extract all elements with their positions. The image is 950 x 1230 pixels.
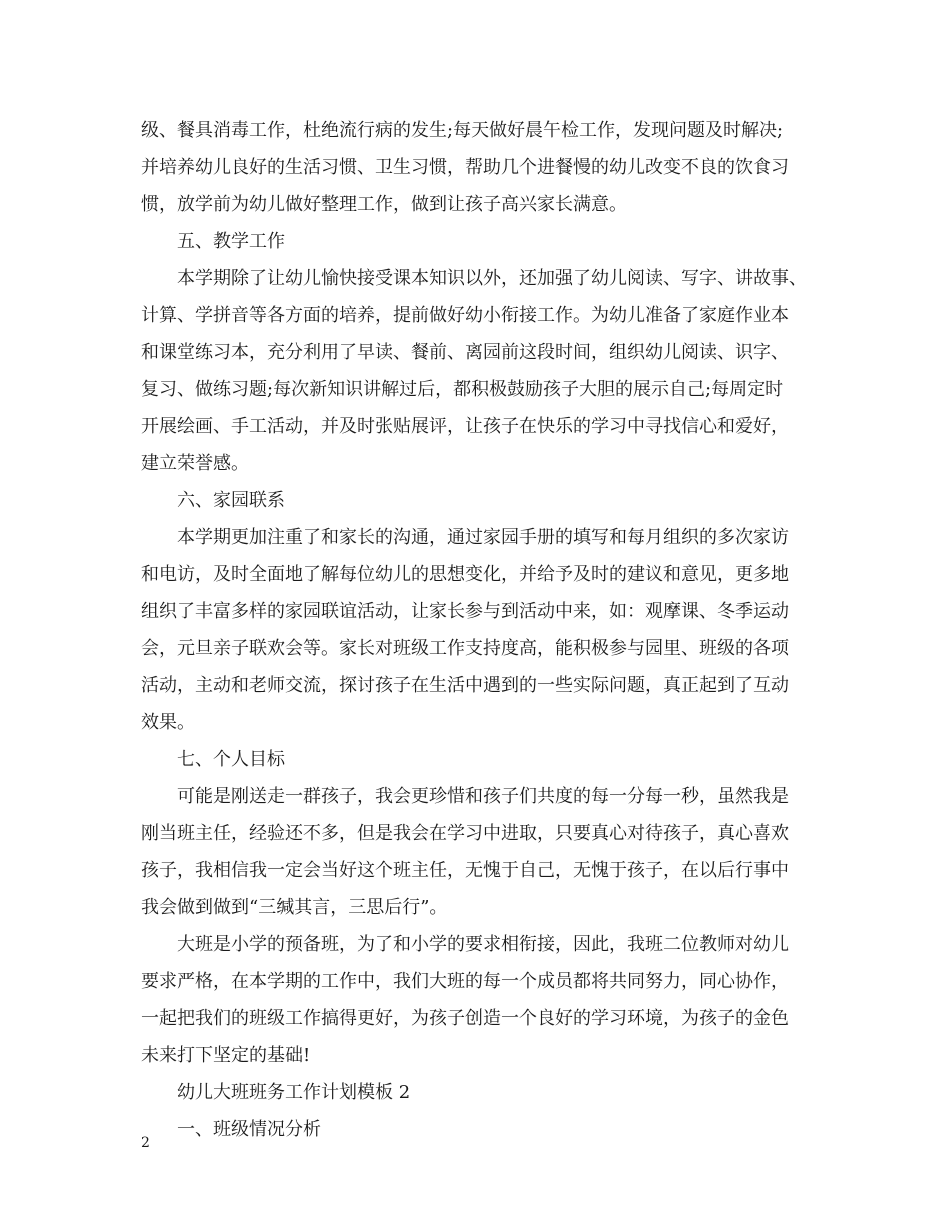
- text-line: 五、教学工作: [177, 231, 285, 252]
- text-line: 惯，放学前为幼儿做好整理工作，做到让孩子高兴家长满意。: [141, 194, 627, 215]
- paragraph: [141, 519, 831, 741]
- paragraph: [141, 778, 831, 926]
- text-line: 可能是刚送走一群孩子，我会更珍惜和孩子们共度的每一分每一秒，虽然我是: [177, 786, 789, 807]
- text-line: 会，元旦亲子联欢会等。家长对班级工作支持度高，能积极参与园里、班级的各项: [141, 638, 789, 659]
- text-line: 建立荣誉感。: [141, 453, 249, 474]
- text-line: 孩子，我相信我一定会当好这个班主任，无愧于自己，无愧于孩子，在以后行事中: [141, 860, 789, 881]
- text-line: 组织了丰富多样的家园联谊活动，让家长参与到活动中来，如：观摩课、冬季运动: [141, 601, 789, 622]
- paragraph: [141, 741, 831, 778]
- text-line: 活动，主动和老师交流，探讨孩子在生活中遇到的一些实际问题，真正起到了互动: [141, 675, 789, 696]
- text-line: 开展绘画、手工活动，并及时张贴展评，让孩子在快乐的学习中寻找信心和爱好，: [141, 416, 789, 437]
- text-line: 我会做到做到“三缄其言，三思后行”。: [141, 897, 448, 918]
- text-line: 计算、学拼音等各方面的培养，提前做好幼小衔接工作。为幼儿准备了家庭作业本: [141, 305, 789, 326]
- paragraph: [141, 926, 831, 1074]
- text-line: 要求严格，在本学期的工作中，我们大班的每一个成员都将共同努力，同心协作，: [141, 971, 789, 992]
- text-line: 大班是小学的预备班，为了和小学的要求相衔接，因此，我班二位教师对幼儿: [177, 934, 789, 955]
- text-line: 并培养幼儿良好的生活习惯、卫生习惯，帮助几个进餐慢的幼儿改变不良的饮食习: [141, 157, 789, 178]
- paragraph: [141, 112, 831, 223]
- text-line: 未来打下坚定的基础!: [141, 1045, 311, 1066]
- paragraph: [141, 260, 831, 482]
- text-line: 复习、做练习题;每次新知识讲解过后，都积极鼓励孩子大胆的展示自己;每周定时: [141, 379, 784, 400]
- paragraph: [141, 482, 831, 519]
- document-body: [141, 112, 831, 1148]
- text-line: 一、班级情况分析: [177, 1119, 321, 1140]
- text-line: 级、餐具消毒工作，杜绝流行病的发生;每天做好晨午检工作，发现问题及时解决;: [141, 120, 784, 141]
- text-line: 七、个人目标: [177, 749, 285, 770]
- text-line: 幼儿大班班务工作计划模板 2: [177, 1082, 411, 1103]
- text-line: 效果。: [141, 712, 195, 733]
- paragraph: [141, 1074, 831, 1111]
- text-line: 和课堂练习本，充分利用了早读、餐前、离园前这段时间，组织幼儿阅读、识字、: [141, 342, 789, 363]
- paragraph: [141, 1111, 831, 1148]
- text-line: 刚当班主任，经验还不多，但是我会在学习中进取，只要真心对待孩子，真心喜欢: [141, 823, 789, 844]
- paragraph: [141, 223, 831, 260]
- text-line: 六、家园联系: [177, 490, 285, 511]
- text-line: 本学期除了让幼儿愉快接受课本知识以外，还加强了幼儿阅读、写字、讲故事、: [177, 268, 807, 289]
- text-line: 一起把我们的班级工作搞得更好，为孩子创造一个良好的学习环境，为孩子的金色: [141, 1008, 789, 1029]
- page-number: 2: [141, 1135, 150, 1151]
- text-line: 本学期更加注重了和家长的沟通，通过家园手册的填写和每月组织的多次家访: [177, 527, 789, 548]
- text-line: 和电访，及时全面地了解每位幼儿的思想变化，并给予及时的建议和意见，更多地: [141, 564, 789, 585]
